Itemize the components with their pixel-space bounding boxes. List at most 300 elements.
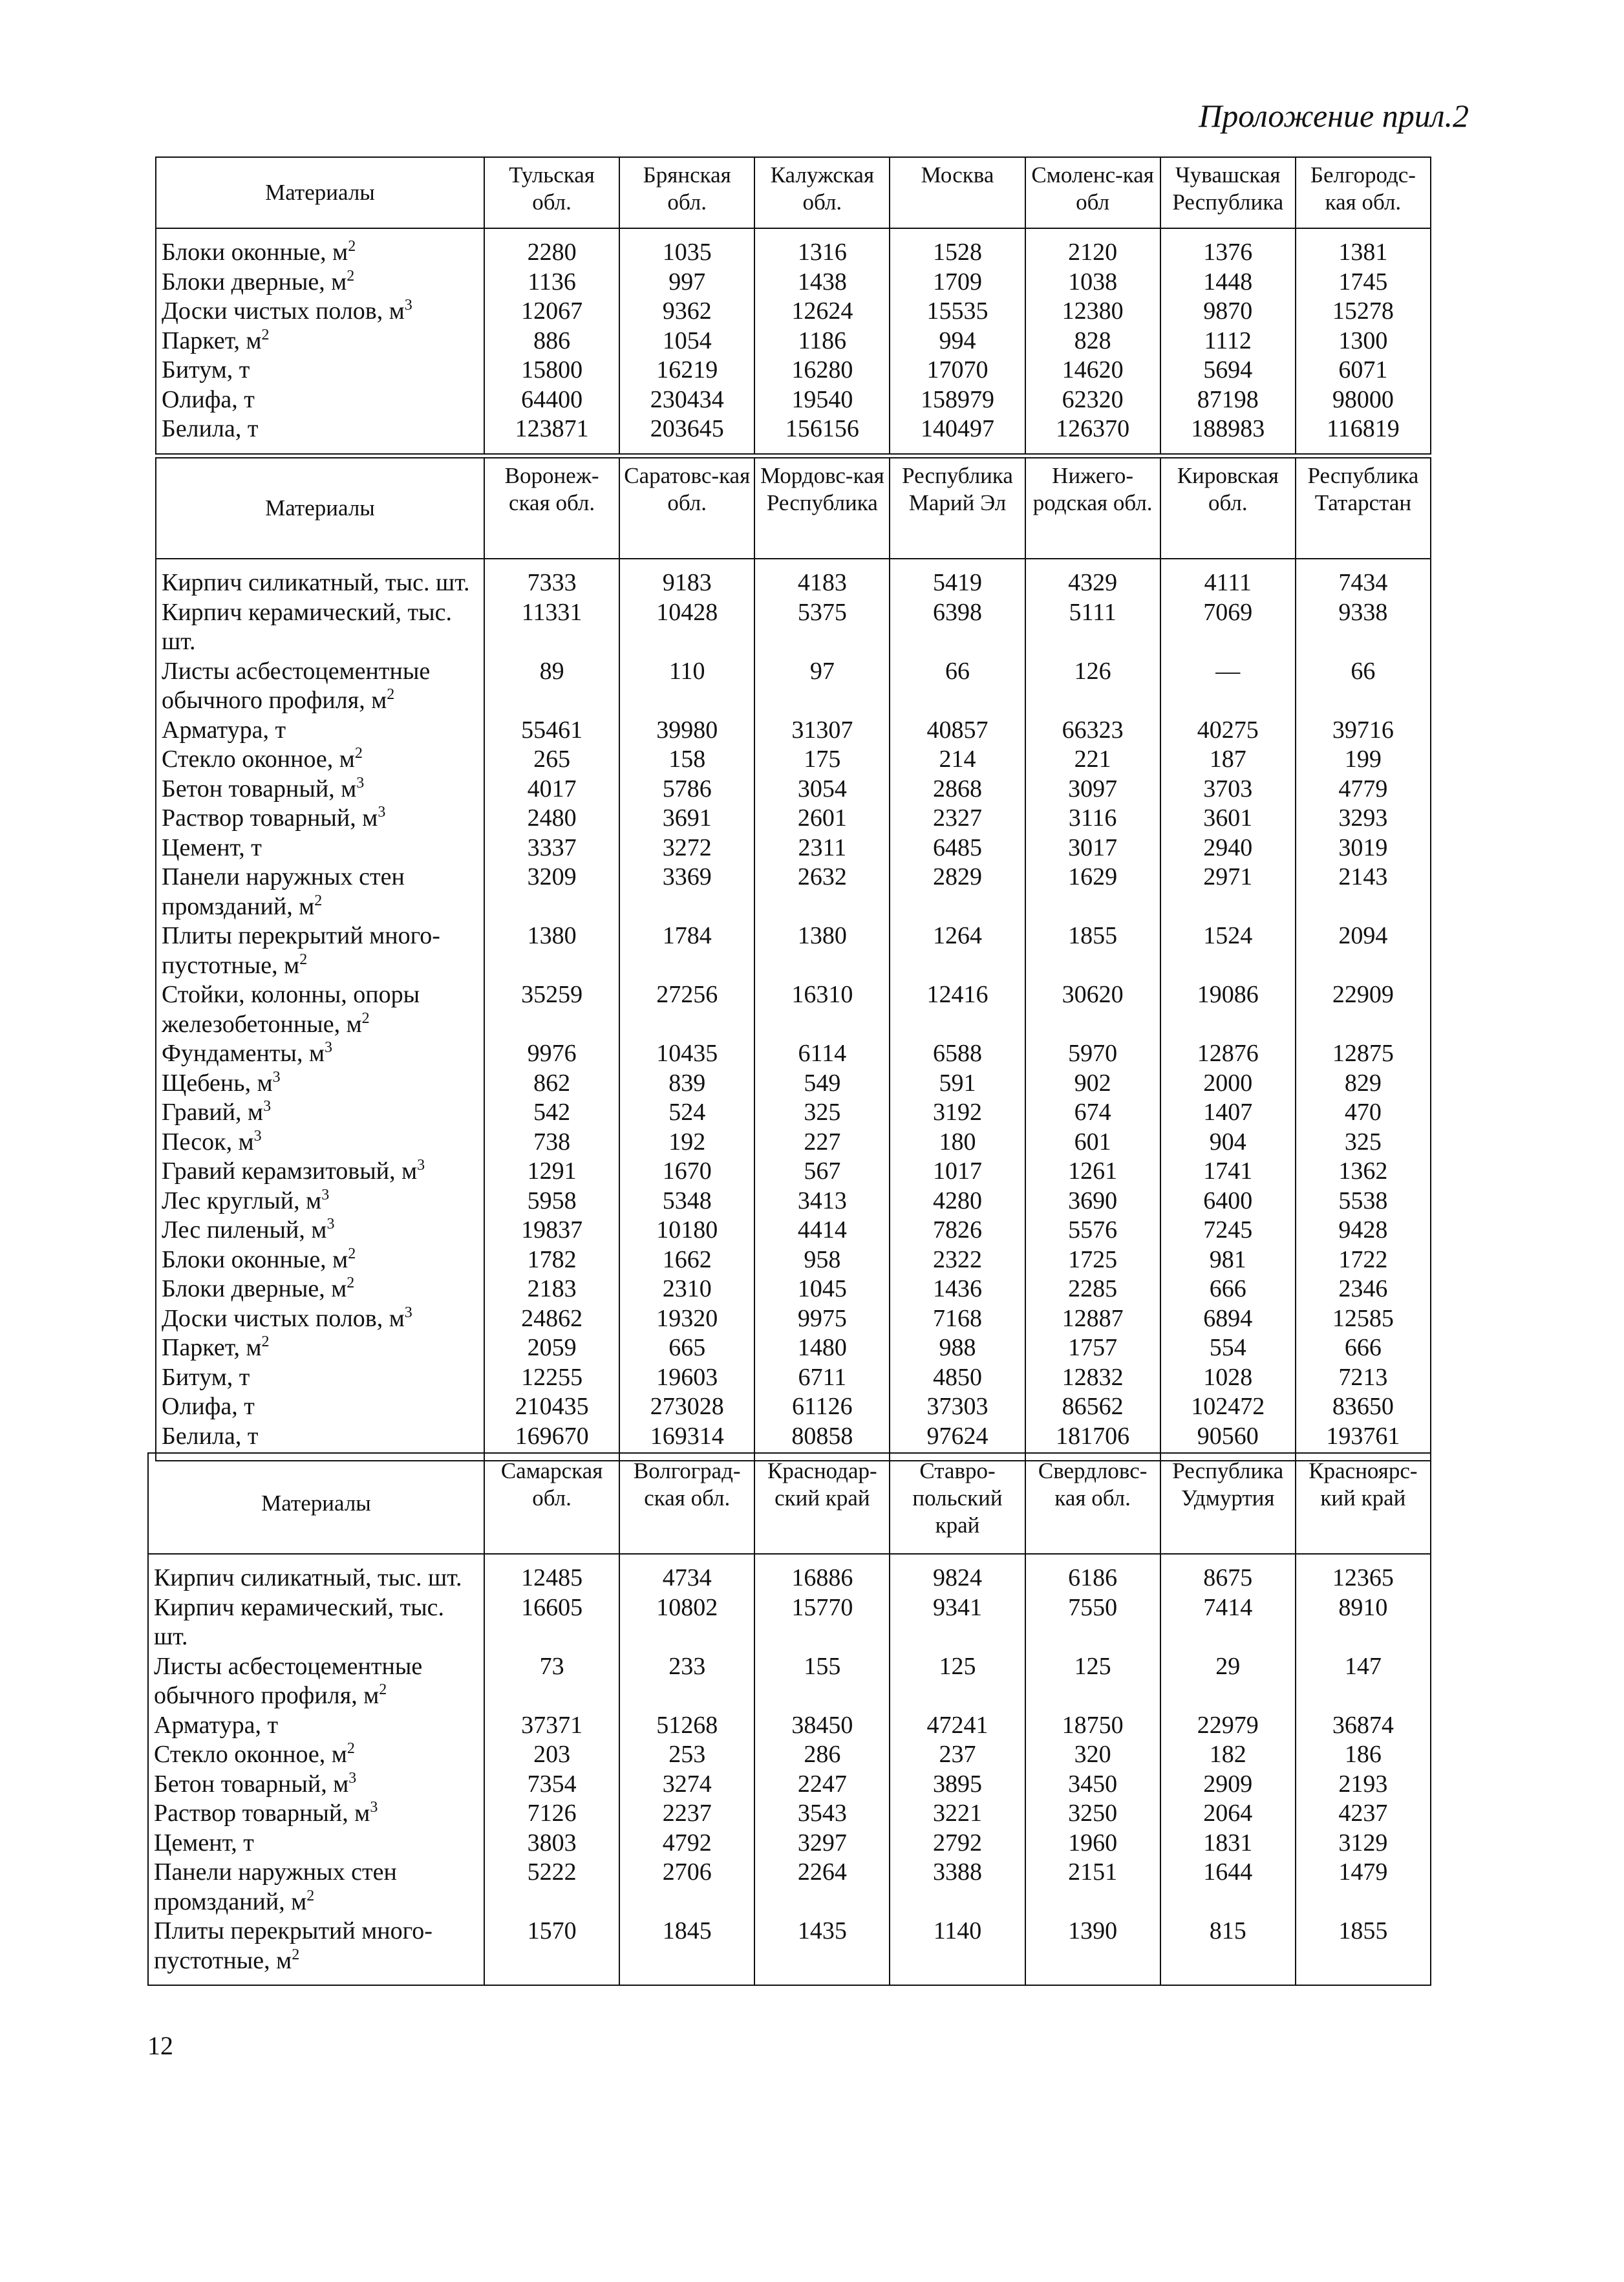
table-cell: 169314 — [619, 1422, 754, 1461]
table-cell: 73 — [484, 1652, 619, 1711]
table-cell: 3116 — [1025, 804, 1160, 834]
table-cell: 904 — [1160, 1128, 1296, 1157]
table-row — [156, 1157, 1431, 1187]
table-cell: 18750 — [1025, 1711, 1160, 1741]
material-name — [148, 1554, 484, 1593]
table-cell: 7414 — [1160, 1593, 1296, 1652]
table-cell: 3543 — [754, 1799, 890, 1829]
table-cell: 38450 — [754, 1711, 890, 1741]
unit-exponent: 2 — [314, 892, 323, 909]
table-cell: 3274 — [619, 1770, 754, 1800]
table-row — [148, 1858, 1431, 1917]
table-cell: 2094 — [1296, 921, 1431, 980]
table-row — [156, 1187, 1431, 1216]
table-cell: 5576 — [1025, 1216, 1160, 1245]
material-name-text: Битум, т — [162, 1363, 250, 1391]
table-cell: 5958 — [484, 1187, 619, 1216]
table-cell: 9338 — [1296, 598, 1431, 657]
table-cell: 7826 — [890, 1216, 1025, 1245]
unit-exponent: 2 — [348, 238, 356, 255]
table-cell: 3297 — [754, 1829, 890, 1858]
unit-exponent: 3 — [321, 1186, 330, 1203]
table-cell: 1028 — [1160, 1363, 1296, 1393]
table-cell: 5694 — [1160, 356, 1296, 385]
table-cell: 47241 — [890, 1711, 1025, 1741]
table-cell: 158 — [619, 745, 754, 775]
material-name-text: Листы асбестоцементные обычного профиля, м — [162, 657, 431, 714]
table-cell: 3293 — [1296, 804, 1431, 834]
material-name — [156, 327, 484, 356]
table-cell: 3129 — [1296, 1829, 1431, 1858]
table-row — [156, 297, 1431, 327]
table-cell: 15770 — [754, 1593, 890, 1652]
materials-header: Материалы — [156, 458, 484, 559]
table-cell: 988 — [890, 1333, 1025, 1363]
material-name — [148, 1829, 484, 1858]
table-cell: 738 — [484, 1128, 619, 1157]
table-row — [156, 598, 1431, 657]
table-cell: 3450 — [1025, 1770, 1160, 1800]
table-cell: 98000 — [1296, 385, 1431, 415]
table-cell: 22909 — [1296, 980, 1431, 1039]
table-cell: 6071 — [1296, 356, 1431, 385]
material-name-text: Цемент, т — [162, 834, 262, 861]
table-row — [156, 1333, 1431, 1363]
table-row — [156, 834, 1431, 863]
table-row — [156, 1363, 1431, 1393]
table-cell: 12485 — [484, 1554, 619, 1593]
table-row — [156, 1304, 1431, 1334]
materials-header: Материалы — [148, 1453, 484, 1554]
unit-exponent: 3 — [417, 1157, 425, 1174]
table-cell: 3209 — [484, 863, 619, 921]
table-cell: 19320 — [619, 1304, 754, 1334]
unit-exponent: 2 — [347, 267, 355, 285]
material-name-text: Песок, м — [162, 1128, 254, 1156]
table-cell: 4734 — [619, 1554, 754, 1593]
table-cell: 1725 — [1025, 1245, 1160, 1275]
table-cell: 19837 — [484, 1216, 619, 1245]
table-cell: 320 — [1025, 1740, 1160, 1770]
table-cell: 97624 — [890, 1422, 1025, 1461]
table-cell: 12585 — [1296, 1304, 1431, 1334]
table-cell: 40857 — [890, 716, 1025, 746]
material-name-text: Стекло оконное, м — [154, 1741, 347, 1768]
table-cell: 1261 — [1025, 1157, 1160, 1187]
unit-exponent: 2 — [361, 1009, 370, 1027]
material-name-text: Кирпич керамический, тыс. шт. — [162, 598, 453, 655]
table-row — [156, 1039, 1431, 1069]
materials-header: Материалы — [156, 157, 484, 228]
material-name-text: Кирпич силикатный, тыс. шт. — [162, 569, 470, 596]
material-name-text: Раствор товарный, м — [154, 1800, 370, 1827]
table-cell: 2280 — [484, 228, 619, 268]
table-cell: 155 — [754, 1652, 890, 1711]
table-cell: 7168 — [890, 1304, 1025, 1334]
table-cell: 7434 — [1296, 559, 1431, 598]
table-cell: 10180 — [619, 1216, 754, 1245]
table-cell: 7333 — [484, 559, 619, 598]
table-cell: 5419 — [890, 559, 1025, 598]
table-cell: 126 — [1025, 657, 1160, 716]
table-cell: 1662 — [619, 1245, 754, 1275]
table-cell: 87198 — [1160, 385, 1296, 415]
table-cell: 554 — [1160, 1333, 1296, 1363]
material-name — [156, 834, 484, 863]
table-cell: 567 — [754, 1157, 890, 1187]
table-cell: 203645 — [619, 414, 754, 454]
material-name — [148, 1917, 484, 1985]
table-cell: 7354 — [484, 1770, 619, 1800]
materials-table-2 — [155, 457, 1431, 1461]
material-name — [156, 657, 484, 716]
table-cell: 1845 — [619, 1917, 754, 1985]
table-row — [156, 1128, 1431, 1157]
table-cell: 12875 — [1296, 1039, 1431, 1069]
material-name-text: Белила, т — [162, 415, 259, 442]
material-name-text: Олифа, т — [162, 385, 255, 413]
table-row — [148, 1740, 1431, 1770]
table-cell: 2000 — [1160, 1069, 1296, 1099]
table-cell: 66 — [1296, 657, 1431, 716]
material-name — [148, 1740, 484, 1770]
table-cell: 1381 — [1296, 228, 1431, 268]
table-cell: 828 — [1025, 327, 1160, 356]
table-cell: 981 — [1160, 1245, 1296, 1275]
material-name-text: Лес круглый, м — [162, 1187, 322, 1214]
table-cell: 591 — [890, 1069, 1025, 1099]
region-column-header: Мордовс-кая Республика — [754, 458, 890, 559]
region-column-header: Калужская обл. — [754, 157, 890, 228]
table-row — [148, 1799, 1431, 1829]
table-cell: 10428 — [619, 598, 754, 657]
material-name — [156, 1216, 484, 1245]
table-cell: 2264 — [754, 1858, 890, 1917]
table-cell: 19540 — [754, 385, 890, 415]
material-name — [148, 1593, 484, 1652]
table-row — [148, 1652, 1431, 1711]
table-cell: 37371 — [484, 1711, 619, 1741]
table-cell: 62320 — [1025, 385, 1160, 415]
material-name — [156, 921, 484, 980]
table-cell: 3388 — [890, 1858, 1025, 1917]
table-cell: 227 — [754, 1128, 890, 1157]
material-name-text: Бетон товарный, м — [154, 1770, 349, 1798]
material-name-text: Цемент, т — [154, 1829, 254, 1857]
material-name — [148, 1711, 484, 1741]
material-name — [148, 1652, 484, 1711]
table-cell: 83650 — [1296, 1392, 1431, 1422]
table-cell: 1136 — [484, 268, 619, 297]
unit-exponent: 3 — [356, 774, 365, 791]
table-cell: 666 — [1296, 1333, 1431, 1363]
material-name — [156, 297, 484, 327]
table-cell: 55461 — [484, 716, 619, 746]
table-cell: 902 — [1025, 1069, 1160, 1099]
material-name-text: Блоки дверные, м — [162, 268, 347, 296]
region-column-header: Чувашская Республика — [1160, 157, 1296, 228]
table-cell: 1480 — [754, 1333, 890, 1363]
table-cell: 2940 — [1160, 834, 1296, 863]
table-row — [148, 1711, 1431, 1741]
table-cell: 325 — [754, 1098, 890, 1128]
table-row — [156, 775, 1431, 804]
table-cell: 6711 — [754, 1363, 890, 1393]
table-cell: 3691 — [619, 804, 754, 834]
table-cell: 4237 — [1296, 1799, 1431, 1829]
table-cell: 1524 — [1160, 921, 1296, 980]
table-cell: 89 — [484, 657, 619, 716]
material-name-text: Фундаменты, м — [162, 1040, 325, 1067]
table-cell: 1264 — [890, 921, 1025, 980]
table-cell: 1960 — [1025, 1829, 1160, 1858]
table-cell: 2632 — [754, 863, 890, 921]
table-cell: 265 — [484, 745, 619, 775]
table-cell: 10435 — [619, 1039, 754, 1069]
material-name — [156, 1275, 484, 1304]
table-cell: 169670 — [484, 1422, 619, 1461]
table-cell: 126370 — [1025, 414, 1160, 454]
table-cell: 2480 — [484, 804, 619, 834]
table-cell: 9975 — [754, 1304, 890, 1334]
table-row — [156, 268, 1431, 297]
table-cell: 64400 — [484, 385, 619, 415]
table-cell: 829 — [1296, 1069, 1431, 1099]
table-cell: 3054 — [754, 775, 890, 804]
table-cell: 5375 — [754, 598, 890, 657]
unit-exponent: 3 — [404, 297, 412, 314]
material-name-text: Доски чистых полов, м — [162, 1304, 405, 1332]
region-column-header: Воронеж-ская обл. — [484, 458, 619, 559]
unit-exponent: 2 — [261, 1333, 270, 1350]
material-name — [148, 1858, 484, 1917]
table-cell: 1291 — [484, 1157, 619, 1187]
material-name-text: Арматура, т — [154, 1711, 279, 1739]
table-cell: 1035 — [619, 228, 754, 268]
table-cell: 61126 — [754, 1392, 890, 1422]
material-name — [156, 1039, 484, 1069]
table-cell: 6398 — [890, 598, 1025, 657]
table-cell: 230434 — [619, 385, 754, 415]
table-cell: 66323 — [1025, 716, 1160, 746]
table-cell: 5970 — [1025, 1039, 1160, 1069]
table-cell: 2120 — [1025, 228, 1160, 268]
table-cell: 1038 — [1025, 268, 1160, 297]
table-cell: 997 — [619, 268, 754, 297]
table-cell: 7213 — [1296, 1363, 1431, 1393]
table-cell: 186 — [1296, 1740, 1431, 1770]
table-row — [156, 1392, 1431, 1422]
table-cell: 40275 — [1160, 716, 1296, 746]
table-row — [156, 863, 1431, 921]
table-cell: 1741 — [1160, 1157, 1296, 1187]
table-row — [156, 559, 1431, 598]
material-name — [156, 716, 484, 746]
page-heading: Проложение прил.2 — [1199, 98, 1469, 134]
region-column-header: Саратовс-кая обл. — [619, 458, 754, 559]
table-cell: 1380 — [754, 921, 890, 980]
material-name-text: Листы асбестоцементные обычного профиля, м — [154, 1652, 423, 1709]
table-cell: 2151 — [1025, 1858, 1160, 1917]
material-name — [156, 1392, 484, 1422]
page-number: 12 — [147, 2031, 173, 2060]
table-cell: 601 — [1025, 1128, 1160, 1157]
unit-exponent: 3 — [272, 1068, 281, 1086]
material-name-text: Кирпич силикатный, тыс. шт. — [154, 1564, 462, 1591]
table-cell: 1186 — [754, 327, 890, 356]
table-cell: 1316 — [754, 228, 890, 268]
table-cell: 187 — [1160, 745, 1296, 775]
table-cell: 273028 — [619, 1392, 754, 1422]
region-column-header: Свердловс-кая обл. — [1025, 1453, 1160, 1554]
material-name — [156, 1128, 484, 1157]
table-cell: 1140 — [890, 1917, 1025, 1985]
table-cell: 175 — [754, 745, 890, 775]
table-cell: 1435 — [754, 1917, 890, 1985]
table-cell: 12832 — [1025, 1363, 1160, 1393]
table-row — [156, 657, 1431, 716]
material-name-text: Плиты перекрытий много-пустотные, м — [154, 1917, 433, 1974]
table-cell: 182 — [1160, 1740, 1296, 1770]
table-cell: 6186 — [1025, 1554, 1160, 1593]
table-cell: 1448 — [1160, 268, 1296, 297]
table-cell: 815 — [1160, 1917, 1296, 1985]
material-name-text: Лес пиленый, м — [162, 1216, 327, 1243]
table-cell: 31307 — [754, 716, 890, 746]
table-cell: 39980 — [619, 716, 754, 746]
table-cell: 1438 — [754, 268, 890, 297]
table-cell: 1390 — [1025, 1917, 1160, 1985]
table-cell: 1045 — [754, 1275, 890, 1304]
unit-exponent: 2 — [306, 1887, 315, 1904]
table-cell: 125 — [890, 1652, 1025, 1711]
material-name-text: Арматура, т — [162, 716, 286, 744]
table-cell: 8910 — [1296, 1593, 1431, 1652]
table-cell: 4017 — [484, 775, 619, 804]
table-cell: 9428 — [1296, 1216, 1431, 1245]
material-name — [156, 745, 484, 775]
region-column-header: Белгородс-кая обл. — [1296, 157, 1431, 228]
table-cell: 192 — [619, 1128, 754, 1157]
unit-exponent: 3 — [404, 1304, 412, 1321]
table-cell: 9183 — [619, 559, 754, 598]
table-cell: 2311 — [754, 834, 890, 863]
table-cell: 221 — [1025, 745, 1160, 775]
table-cell: 15278 — [1296, 297, 1431, 327]
table-cell: 1782 — [484, 1245, 619, 1275]
table-cell: 30620 — [1025, 980, 1160, 1039]
unit-exponent: 3 — [263, 1098, 272, 1115]
table-cell: 4329 — [1025, 559, 1160, 598]
table-cell: 181706 — [1025, 1422, 1160, 1461]
table-cell: 140497 — [890, 414, 1025, 454]
table-row — [156, 745, 1431, 775]
table-cell: 5538 — [1296, 1187, 1431, 1216]
table-cell: 3895 — [890, 1770, 1025, 1800]
table-cell: 2059 — [484, 1333, 619, 1363]
table-cell: 125 — [1025, 1652, 1160, 1711]
table-cell: 1722 — [1296, 1245, 1431, 1275]
unit-exponent: 3 — [253, 1127, 262, 1145]
table-row — [148, 1593, 1431, 1652]
table-cell: 6894 — [1160, 1304, 1296, 1334]
table-cell: 12067 — [484, 297, 619, 327]
table-cell: 39716 — [1296, 716, 1431, 746]
table-row — [148, 1554, 1431, 1593]
table-cell: 12380 — [1025, 297, 1160, 327]
table-cell: 2183 — [484, 1275, 619, 1304]
material-name-text: Блоки оконные, м — [162, 239, 348, 266]
table-row — [156, 921, 1431, 980]
material-name — [148, 1770, 484, 1800]
table-cell: 542 — [484, 1098, 619, 1128]
region-column-header: Кировская обл. — [1160, 458, 1296, 559]
table-cell: 80858 — [754, 1422, 890, 1461]
table-cell: 4111 — [1160, 559, 1296, 598]
table-row — [156, 228, 1431, 268]
table-cell: 1784 — [619, 921, 754, 980]
table-cell: 2706 — [619, 1858, 754, 1917]
table-cell: 470 — [1296, 1098, 1431, 1128]
table-cell: 233 — [619, 1652, 754, 1711]
table-cell: 1376 — [1160, 228, 1296, 268]
material-name — [156, 228, 484, 268]
material-name — [156, 1304, 484, 1334]
table-cell: 15535 — [890, 297, 1025, 327]
table-cell: 156156 — [754, 414, 890, 454]
table-cell: 16605 — [484, 1593, 619, 1652]
table-cell: 1709 — [890, 268, 1025, 297]
table-cell: 1570 — [484, 1917, 619, 1985]
unit-exponent: 3 — [370, 1799, 378, 1816]
material-name — [156, 980, 484, 1039]
materials-table-1 — [155, 156, 1431, 455]
material-name — [156, 1245, 484, 1275]
material-name-text: Олифа, т — [162, 1393, 255, 1420]
table-cell: 37303 — [890, 1392, 1025, 1422]
material-name-text: Плиты перекрытий много-пустотные, м — [162, 922, 440, 979]
unit-exponent: 2 — [261, 326, 270, 343]
table-cell: 9976 — [484, 1039, 619, 1069]
table-cell: 9824 — [890, 1554, 1025, 1593]
table-row — [156, 716, 1431, 746]
table-row — [156, 1245, 1431, 1275]
table-cell: 66 — [890, 657, 1025, 716]
material-name — [156, 1069, 484, 1099]
table-cell: 1436 — [890, 1275, 1025, 1304]
unit-exponent: 2 — [354, 745, 363, 762]
table-row — [148, 1917, 1431, 1985]
material-name — [156, 1333, 484, 1363]
table-cell: 6485 — [890, 834, 1025, 863]
table-cell: 6588 — [890, 1039, 1025, 1069]
table-cell: 1670 — [619, 1157, 754, 1187]
table-cell: 8675 — [1160, 1554, 1296, 1593]
table-cell: 90560 — [1160, 1422, 1296, 1461]
table-cell: 6114 — [754, 1039, 890, 1069]
table-cell: 11331 — [484, 598, 619, 657]
table-cell: 10802 — [619, 1593, 754, 1652]
table-cell: 253 — [619, 1740, 754, 1770]
material-name-text: Панели наружных стен промзданий, м — [154, 1858, 397, 1915]
material-name-text: Гравий керамзитовый, м — [162, 1157, 418, 1185]
table-row — [156, 1216, 1431, 1245]
table-cell: 210435 — [484, 1392, 619, 1422]
table-cell: 2143 — [1296, 863, 1431, 921]
region-column-header: Краснодар-ский край — [754, 1453, 890, 1554]
table-row — [156, 804, 1431, 834]
table-cell: 12365 — [1296, 1554, 1431, 1593]
